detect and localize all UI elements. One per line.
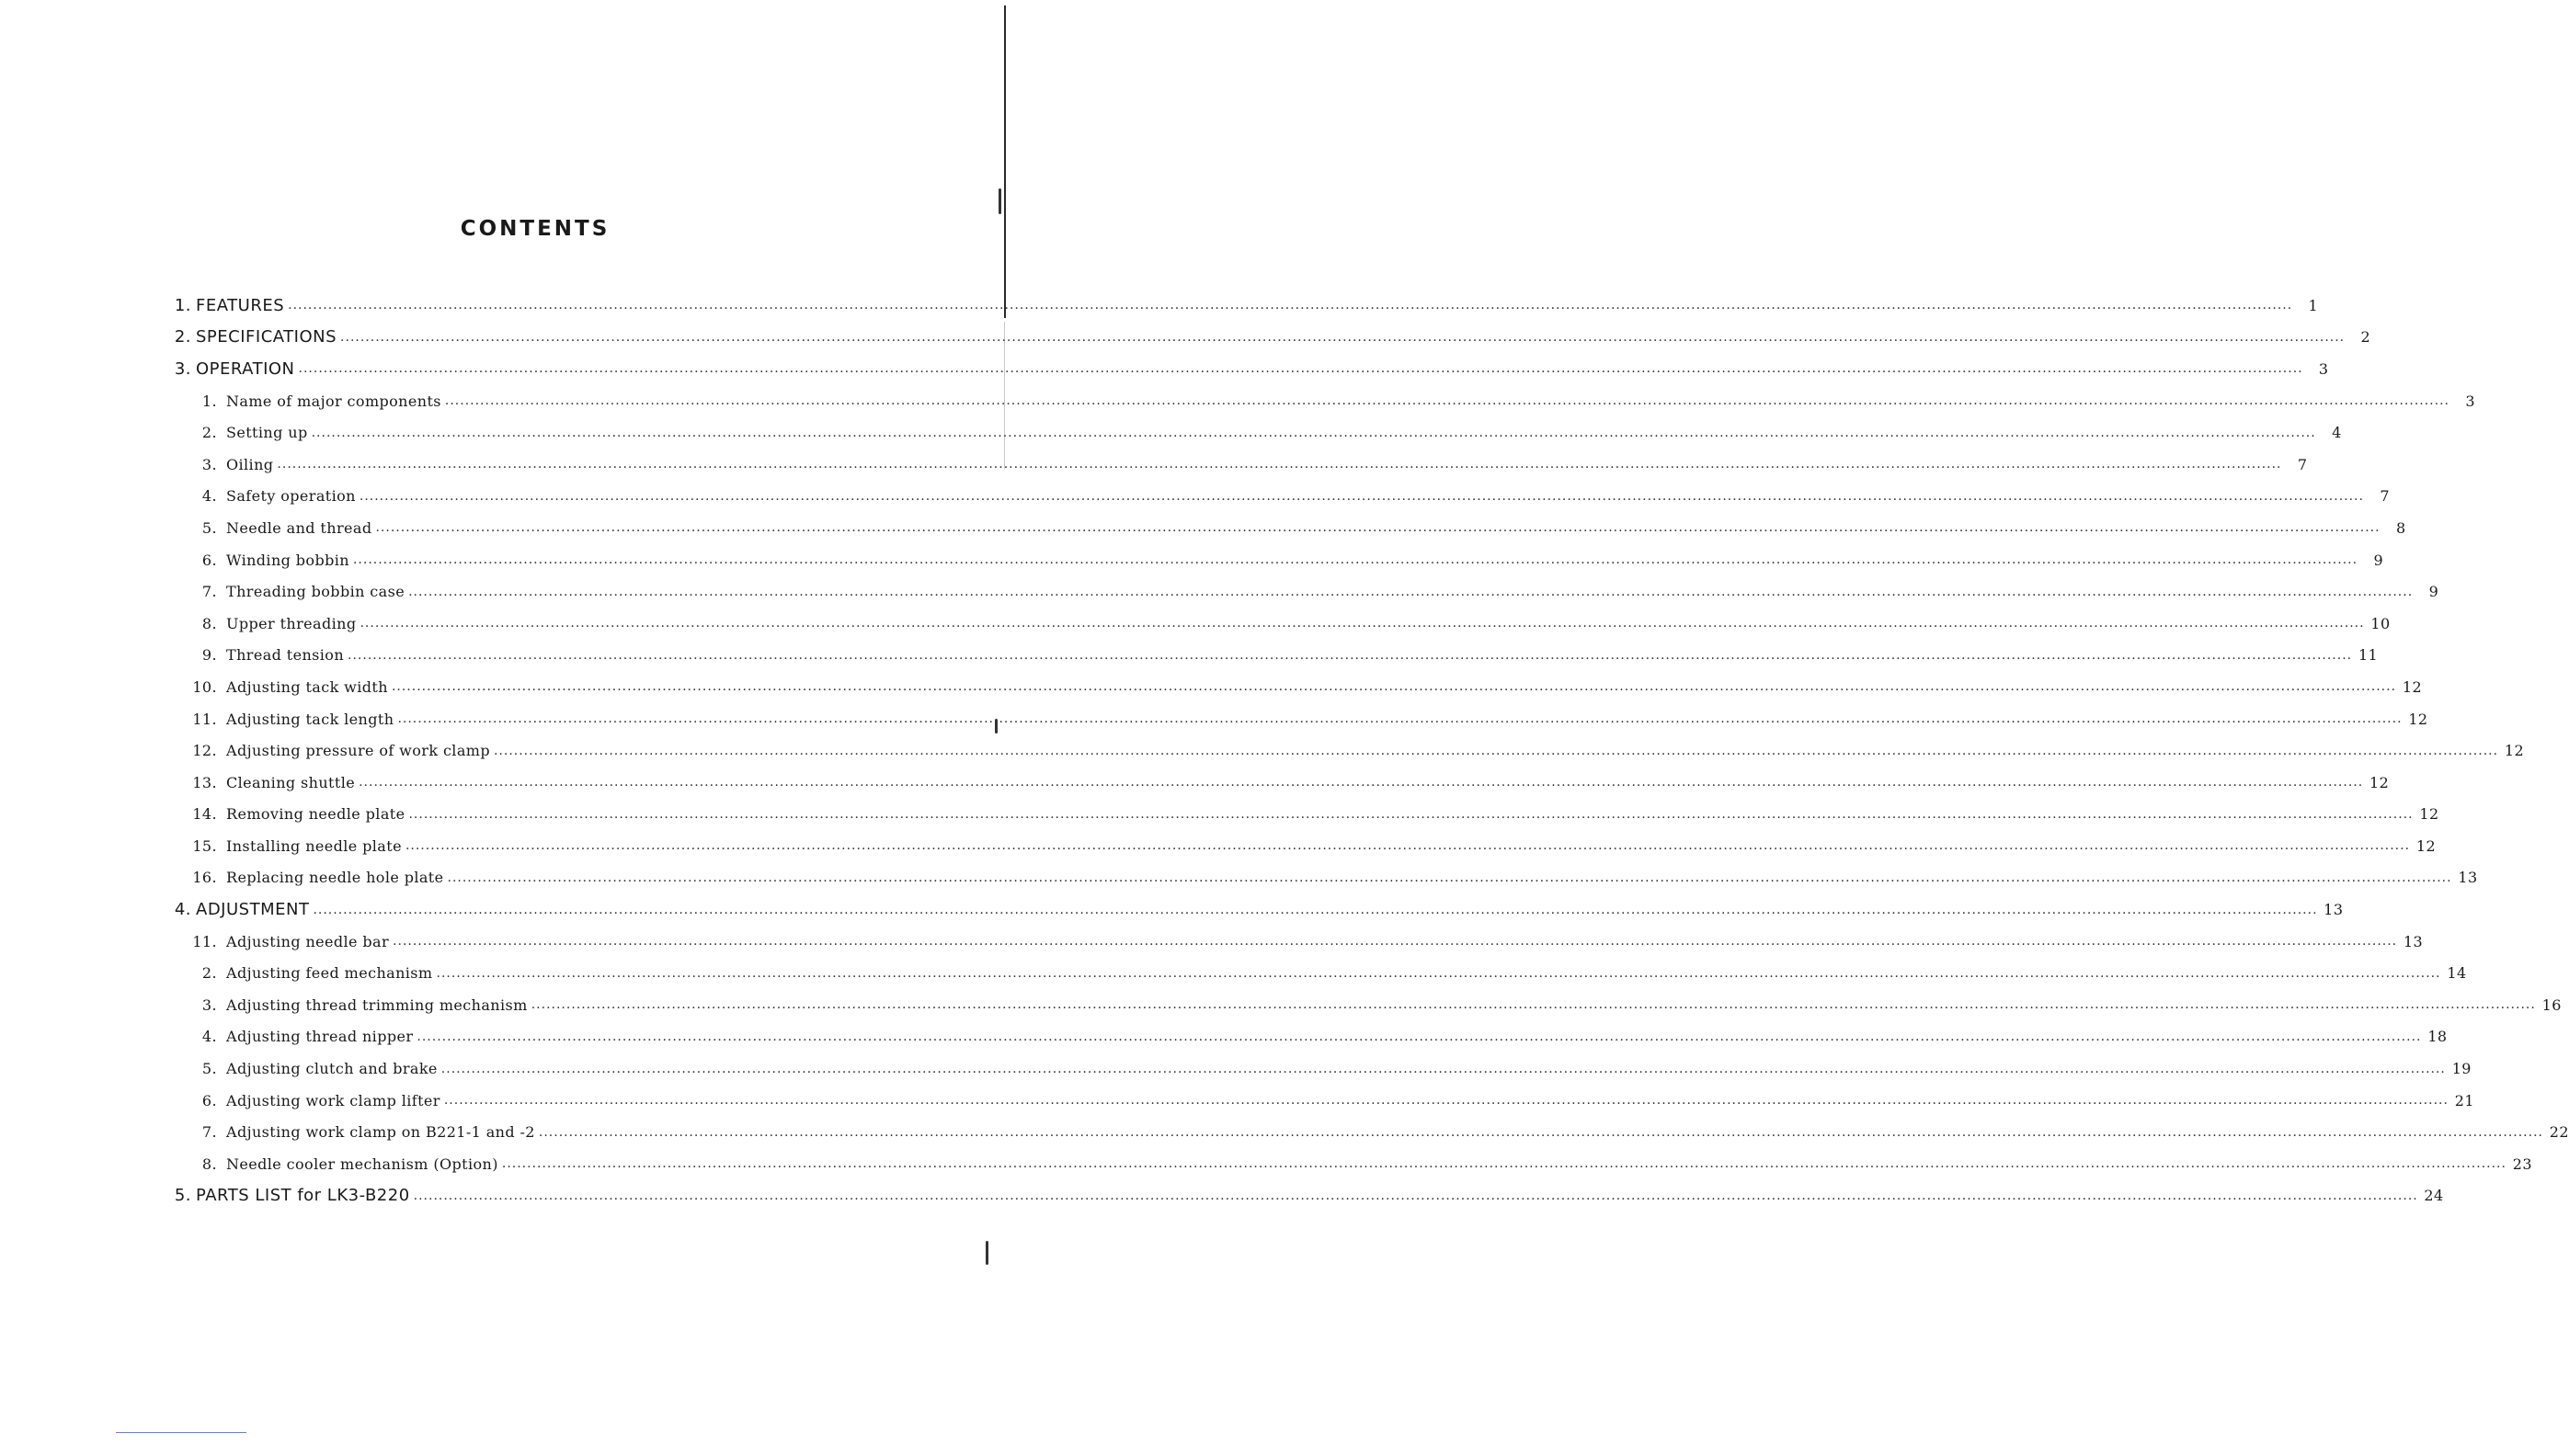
entry-title: FEATURES [196, 295, 285, 315]
dot-leader: ................................................................................................................................................................................................................................................................................................................................................................................................................ [501, 1156, 2506, 1172]
entry-page-number: 19 [2451, 1060, 2472, 1078]
entry-number: 12. [192, 742, 217, 760]
entry-title: Adjusting tack width [226, 677, 388, 696]
entry-number: 7. [201, 583, 217, 601]
entry-page-number: 10 [2370, 614, 2391, 632]
entry-number: 15. [192, 836, 217, 855]
entry-title: PARTS LIST for LK3-B220 [196, 1186, 410, 1206]
entry-number: 6. [201, 551, 217, 569]
entry-number: 4. [201, 1028, 217, 1046]
dot-leader: ................................................................................................................................................................................................................................................................................................................................................................................................................ [359, 775, 2364, 791]
entry-title: ADJUSTMENT [196, 900, 310, 920]
toc-subsection-entry [166, 767, 2390, 799]
entry-title: Adjusting tack length [226, 710, 394, 728]
toc-subsection-entry [166, 544, 2384, 576]
entry-number: 5. [174, 1186, 191, 1206]
entry-page-number: 7 [2380, 487, 2390, 506]
entry-number: 7. [201, 1123, 217, 1142]
entry-page-number: 12 [2419, 805, 2439, 824]
scan-edge-line [1004, 6, 1006, 318]
toc-subsection-entry [166, 703, 2428, 735]
dot-leader: ................................................................................................................................................................................................................................................................................................................................................................................................................ [436, 965, 2441, 981]
entry-page-number: 14 [2447, 964, 2467, 983]
dot-leader: ................................................................................................................................................................................................................................................................................................................................................................................................................ [375, 520, 2381, 536]
entry-title: Adjusting feed mechanism [226, 964, 433, 983]
entry-title: Adjusting needle bar [226, 932, 390, 950]
entry-number: 3. [174, 358, 191, 379]
entry-page-number: 3 [2465, 392, 2475, 410]
scan-mark [999, 188, 1001, 214]
toc-subsection-entry [166, 671, 2423, 703]
entry-number: 5. [201, 518, 217, 537]
toc-subsection-entry [166, 957, 2467, 989]
dot-leader: ................................................................................................................................................................................................................................................................................................................................................................................................................ [298, 361, 2303, 377]
entry-page-number: 4 [2332, 424, 2342, 442]
entry-title: Name of major components [226, 392, 441, 410]
entry-number: 1. [201, 392, 217, 410]
entry-number: 4. [174, 900, 191, 920]
entry-title: OPERATION [196, 358, 295, 379]
dot-leader: ................................................................................................................................................................................................................................................................................................................................................................................................................ [313, 902, 2318, 917]
entry-page-number: 2 [2360, 328, 2371, 347]
dot-leader: ................................................................................................................................................................................................................................................................................................................................................................................................................ [444, 393, 2449, 409]
entry-page-number: 7 [2297, 455, 2308, 473]
entry-title: Winding bobbin [226, 551, 349, 569]
entry-title: Thread tension [226, 646, 345, 665]
entry-title: Replacing needle hole plate [226, 869, 444, 887]
dot-leader: ................................................................................................................................................................................................................................................................................................................................................................................................................ [538, 1124, 2543, 1140]
entry-title: Cleaning shuttle [226, 773, 356, 791]
entry-title: Adjusting work clamp on B221-1 and -2 [226, 1123, 535, 1142]
toc-section-entry [166, 893, 2344, 926]
entry-number: 11. [192, 710, 217, 728]
dot-leader: ................................................................................................................................................................................................................................................................................................................................................................................................................ [393, 934, 2398, 950]
toc-subsection-entry [166, 799, 2439, 831]
entry-page-number: 12 [2415, 836, 2437, 855]
toc-subsection-entry [166, 640, 2379, 672]
entry-number: 3. [201, 995, 217, 1014]
entry-number: 4. [201, 487, 217, 506]
toc-subsection-entry [166, 416, 2342, 449]
entry-number: 9. [201, 646, 217, 665]
dot-leader: ................................................................................................................................................................................................................................................................................................................................................................................................................ [397, 711, 2403, 727]
entry-number: 3. [201, 455, 217, 473]
entry-number: 2. [201, 964, 217, 983]
dot-leader: ................................................................................................................................................................................................................................................................................................................................................................................................................ [405, 838, 2411, 854]
entry-page-number: 23 [2512, 1155, 2532, 1173]
page-title: CONTENTS [460, 217, 611, 241]
entry-page-number: 12 [2504, 742, 2525, 760]
toc-subsection-entry [166, 1116, 2569, 1148]
scan-mark [986, 1241, 988, 1265]
dot-leader: ................................................................................................................................................................................................................................................................................................................................................................................................................ [360, 616, 2365, 631]
entry-number: 16. [192, 869, 217, 887]
entry-page-number: 18 [2427, 1028, 2448, 1046]
entry-page-number: 24 [2424, 1187, 2444, 1205]
dot-leader: ................................................................................................................................................................................................................................................................................................................................................................................................................ [443, 1093, 2449, 1109]
entry-number: 2. [201, 424, 217, 442]
toc-subsection-entry [166, 575, 2439, 608]
dot-leader: ................................................................................................................................................................................................................................................................................................................................................................................................................ [391, 679, 2397, 695]
entry-page-number: 22 [2549, 1123, 2569, 1142]
entry-title: SPECIFICATIONS [196, 327, 337, 347]
entry-number: 8. [201, 1155, 217, 1173]
entry-title: Safety operation [226, 487, 356, 506]
toc-subsection-entry [166, 512, 2406, 544]
entry-page-number: 9 [2428, 583, 2439, 601]
toc-subsection-entry [166, 926, 2424, 958]
entry-number: 6. [201, 1091, 217, 1109]
entry-number: 5. [201, 1060, 217, 1078]
entry-title: Adjusting pressure of work clamp [226, 742, 490, 760]
dot-leader: ................................................................................................................................................................................................................................................................................................................................................................................................................ [413, 1188, 2418, 1203]
entry-page-number: 8 [2395, 518, 2406, 537]
entry-number: 8. [201, 614, 217, 632]
dot-leader: ................................................................................................................................................................................................................................................................................................................................................................................................................ [348, 647, 2353, 663]
dot-leader: ................................................................................................................................................................................................................................................................................................................................................................................................................ [311, 425, 2316, 440]
toc-subsection-entry [166, 989, 2562, 1021]
entry-page-number: 1 [2308, 296, 2319, 314]
entry-page-number: 21 [2454, 1091, 2474, 1109]
bottom-rule [116, 1432, 246, 1433]
entry-page-number: 12 [2408, 710, 2428, 728]
toc-subsection-entry [166, 830, 2437, 862]
dot-leader: ................................................................................................................................................................................................................................................................................................................................................................................................................ [531, 997, 2536, 1013]
entry-title: Adjusting thread nipper [226, 1028, 414, 1046]
dot-leader: ................................................................................................................................................................................................................................................................................................................................................................................................................ [277, 457, 2282, 472]
entry-page-number: 13 [2458, 869, 2478, 887]
entry-title: Oiling [226, 455, 274, 473]
entry-title: Removing needle plate [226, 805, 405, 824]
toc-subsection-entry [166, 862, 2478, 894]
toc-section-entry [166, 1180, 2444, 1212]
toc-subsection-entry [166, 1021, 2448, 1053]
entry-page-number: 16 [2541, 995, 2562, 1014]
toc-section-entry [166, 322, 2371, 354]
entry-number: 11. [192, 932, 217, 950]
dot-leader: ................................................................................................................................................................................................................................................................................................................................................................................................................ [340, 329, 2346, 345]
entry-title: Adjusting work clamp lifter [226, 1091, 440, 1109]
dot-leader: ................................................................................................................................................................................................................................................................................................................................................................................................................ [440, 1061, 2446, 1076]
entry-number: 13. [192, 773, 217, 791]
entry-title: Installing needle plate [226, 836, 402, 855]
dot-leader: ................................................................................................................................................................................................................................................................................................................................................................................................................ [359, 488, 2364, 504]
entry-title: Threading bobbin case [226, 583, 405, 601]
entry-page-number: 13 [2324, 901, 2344, 919]
entry-number: 2. [174, 327, 191, 347]
toc-subsection-entry [166, 1052, 2472, 1085]
entry-page-number: 12 [2402, 677, 2423, 696]
dot-leader: ................................................................................................................................................................................................................................................................................................................................................................................................................ [288, 298, 2293, 313]
table-of-contents [166, 290, 2569, 1211]
entry-number: 10. [192, 677, 217, 696]
entry-number: 1. [174, 295, 191, 315]
entry-page-number: 11 [2358, 646, 2379, 665]
entry-number: 14. [192, 805, 217, 824]
dot-leader: ................................................................................................................................................................................................................................................................................................................................................................................................................ [352, 552, 2358, 568]
toc-subsection-entry [166, 1085, 2474, 1117]
entry-title: Needle and thread [226, 518, 372, 537]
toc-subsection-entry [166, 1148, 2532, 1180]
toc-subsection-entry [166, 449, 2308, 481]
toc-subsection-entry [166, 734, 2525, 767]
toc-subsection-entry [166, 385, 2475, 417]
toc-subsection-entry [166, 608, 2391, 640]
entry-title: Needle cooler mechanism (Option) [226, 1155, 498, 1173]
entry-page-number: 9 [2373, 551, 2384, 569]
entry-page-number: 3 [2318, 359, 2329, 378]
entry-title: Adjusting clutch and brake [226, 1060, 438, 1078]
dot-leader: ................................................................................................................................................................................................................................................................................................................................................................................................................ [417, 1029, 2422, 1044]
toc-subsection-entry [166, 481, 2390, 513]
dot-leader: ................................................................................................................................................................................................................................................................................................................................................................................................................ [493, 743, 2499, 758]
dot-leader: ................................................................................................................................................................................................................................................................................................................................................................................................................ [408, 584, 2414, 599]
dot-leader: ................................................................................................................................................................................................................................................................................................................................................................................................................ [408, 806, 2414, 822]
entry-title: Upper threading [226, 614, 357, 632]
entry-title: Adjusting thread trimming mechanism [226, 995, 528, 1014]
toc-section-entry [166, 353, 2329, 385]
toc-section-entry [166, 290, 2319, 322]
entry-page-number: 12 [2369, 773, 2390, 791]
entry-title: Setting up [226, 424, 308, 442]
entry-page-number: 13 [2403, 932, 2424, 950]
dot-leader: ................................................................................................................................................................................................................................................................................................................................................................................................................ [447, 870, 2452, 885]
